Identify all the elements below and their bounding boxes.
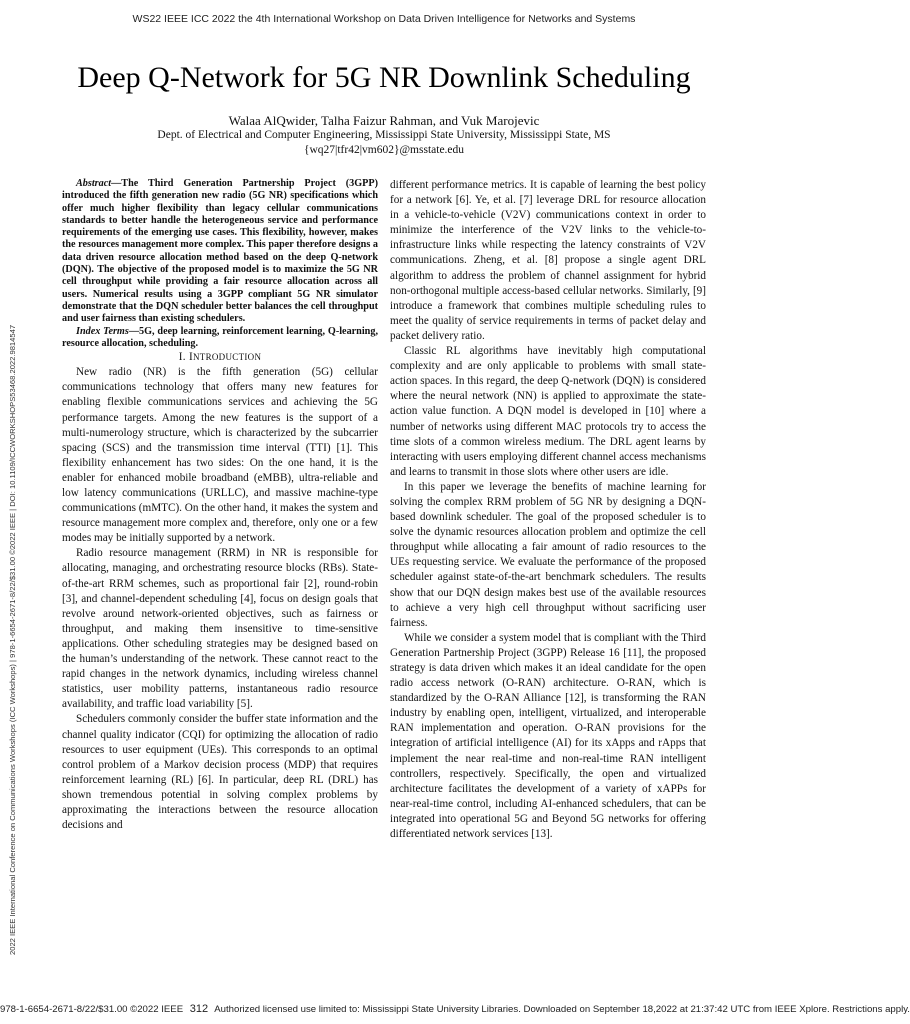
- footer-copyright: 978-1-6654-2671-8/22/$31.00 ©2022 IEEE: [0, 1004, 184, 1015]
- body-paragraph: Classic RL algorithms have inevitably high computational complexity and are only applicable to problems with small state-action spaces. In this regard, the deep Q-network (DQN) is considered where the neural network (NN) is applied to approximate the state-action value function. A DQN model is developed in [10] where a number of networks using different MAC protocols try to access the time slots of a common wireless medium. The DRL agent learns by interacting with users employing different channel access mechanisms and learns to transmit in those slots where other users are idle.: [390, 345, 706, 478]
- page-footer: [0, 1003, 910, 1015]
- author-emails: {wq27|tfr42|vm602}@msstate.edu: [303, 144, 465, 156]
- section-heading-introduction: [62, 350, 378, 365]
- body-paragraph: Schedulers commonly consider the buffer state information and the channel quality indicator (CQI) for optimizing the allocation of radio resources to user equipment (UEs). This corresponds to an optimal control problem of a Markov decision process (MDP) that requires reinforcement learning (RL) [6]. In particular, deep RL (DRL) has shown tremendous potential in solving complex problems by approximating the interactions between the resource allocation decisions and: [62, 713, 378, 832]
- body-paragraph: New radio (NR) is the fifth generation (5G) cellular communications technology that offers many new features for enabling flexible communications services and achieving the 5G performance targets. Among the new features is the support of a multi-numerology structure, which is characterized by the subcarrier spacing (SCS) and the transmission time interval (TTI) [1]. This flexibility enhancement has two sides: On the one hand, it is the enabler for enhanced mobile broadband (eMBB), ultra-reliable and low latency communications (URLLC), and massive machine-type communications (mMTC). On the other hand, it makes the system and resource management more complex and, therefore, only one or a few modes may be initially supported by a network.: [62, 366, 378, 545]
- paper-authors: Walaa AlQwider, Talha Faizur Rahman, and Vuk Marojevic: [228, 113, 540, 128]
- section-number: I.: [178, 351, 186, 364]
- author-affiliation: Dept. of Electrical and Computer Engineering, Mississippi State University, Mississippi State, MS: [157, 129, 611, 141]
- section-title-initial: I: [188, 351, 193, 364]
- body-paragraph: In this paper we leverage the benefits of machine learning for solving the complex RRM problem of 5G NR by designing a DQN-based downlink scheduler. The goal of the proposed scheduler is to solve the dynamic resources allocation problem and optimize the cell throughput while allocating a fair amount of radio resources to the UEs requesting service. We evaluate the performance of the proposed scheduler against state-of-the-art benchmark schedulers. The results show that our DQN design makes best use of the available resources to achieve a very high cell throughput without sacrificing user fairness.: [390, 480, 706, 629]
- abstract-text: —The Third Generation Partnership Project (3GPP) introduced the fifth generation new radio (5G NR) specifications which offer much higher flexibility than legacy cellular communications standards to better handle the heterogeneous service and performance requirements of the emerging use cases. This flexibility, however, makes the resources management more complex. This paper therefore designs a data driven resource allocation method based on the deep Q-network (DQN). The objective of the proposed model is to maximize the 5G NR cell throughput while providing a fair resource allocation across all users. Numerical results using a 3GPP compliant 5G NR simulator demonstrate that the DQN scheduler better balances the cell throughput and user fairness than existing schedulers.: [62, 178, 378, 325]
- index-terms-label: Index Terms: [76, 325, 129, 337]
- body-paragraph: Radio resource management (RRM) in NR is responsible for allocating, managing, and orchestrating resource blocks (RBs). State-of-the-art RRM schemes, such as proportional fair [2], round-robin [3], and channel-dependent scheduling [4], focus on design goals that revolve around network-oriented objectives, such as fairness or throughput, and making them insensitive to time-sensitive applications. Other scheduling strategies may be designed based on the human’s understanding of the network. These cannot react to the rapid changes in the network dynamics, including wireless channel statistics, user mobility patterns, instantaneous radio resource availability, and traffic load variability [5].: [62, 547, 378, 711]
- index-terms: [62, 326, 378, 351]
- body-paragraph: different performance metrics. It is capable of learning the best policy for a network [6]. Ye, et al. [7] leverage DRL for resource allocation in a vehicle-to-vehicle (V2V) communications context in order to minimize the interference of the V2V links to the vehicle-to-infrastructure links while respecting the latency constraints of V2V communications. Zheng, et al. [8] propose a single agent DRL algorithm to address the problem of channel assignment for hybrid non-orthogonal multiple access-based cellular networks. Similarly, [9] introduce a framework that combines multiple scheduling rules to meet the quality of service requirements in terms of packet delay and packet delivery ratio.: [390, 179, 706, 342]
- conference-header: WS22 IEEE ICC 2022 the 4th International Workshop on Data Driven Intelligence for Networks and Systems: [132, 13, 636, 25]
- doi-side-strip: 2022 IEEE International Conference on Communications Workshops (ICC Workshops) | 978-1-6654-2671-8/22/$31.00 ©2022 IEEE | DOI: 10.1109/ICCWORKSHOPS53468.2022.9814547: [8, 324, 17, 955]
- abstract-label: Abstract: [76, 178, 112, 189]
- index-terms-text: —5G, deep learning, reinforcement learning, Q-learning, resource allocation, scheduling.: [62, 325, 378, 349]
- section-title-rest: NTRODUCTION: [192, 352, 262, 363]
- paper-title: Deep Q-Network for 5G NR Downlink Scheduling: [77, 61, 691, 94]
- footer-download-notice: Authorized licensed use limited to: Mississippi State University Libraries. Downloaded on September 18,2022 at 21:37:42 UTC from IEEE Xplore. Restrictions apply.: [214, 1004, 910, 1015]
- body-paragraph: While we consider a system model that is compliant with the Third Generation Partnership Project (3GPP) Release 16 [11], the proposed strategy is data driven which makes it an ideal candidate for the open radio access network (O-RAN) architecture. O-RAN, which is standardized by the O-RAN Alliance [12], is transforming the RAN industry by enabling open, intelligent, virtualized, and interoperable RAN implementation and operation. O-RAN provisions for the integration of artificial intelligence (AI) for its xApps and rApps that implement the near real-time and non-real-time RAN intelligent controllers, respectively. Specifically, the open and virtualized architecture facilitates the development of a variety of xAPPs for near-real-time control, including AI-enhanced schedulers, that can be integrated into operational 5G and Beyond 5G networks for offering differentiated network services [13].: [390, 631, 706, 841]
- page-number: 312: [189, 1003, 209, 1015]
- abstract: [62, 178, 378, 326]
- right-column: [390, 178, 706, 842]
- left-column: [62, 178, 378, 833]
